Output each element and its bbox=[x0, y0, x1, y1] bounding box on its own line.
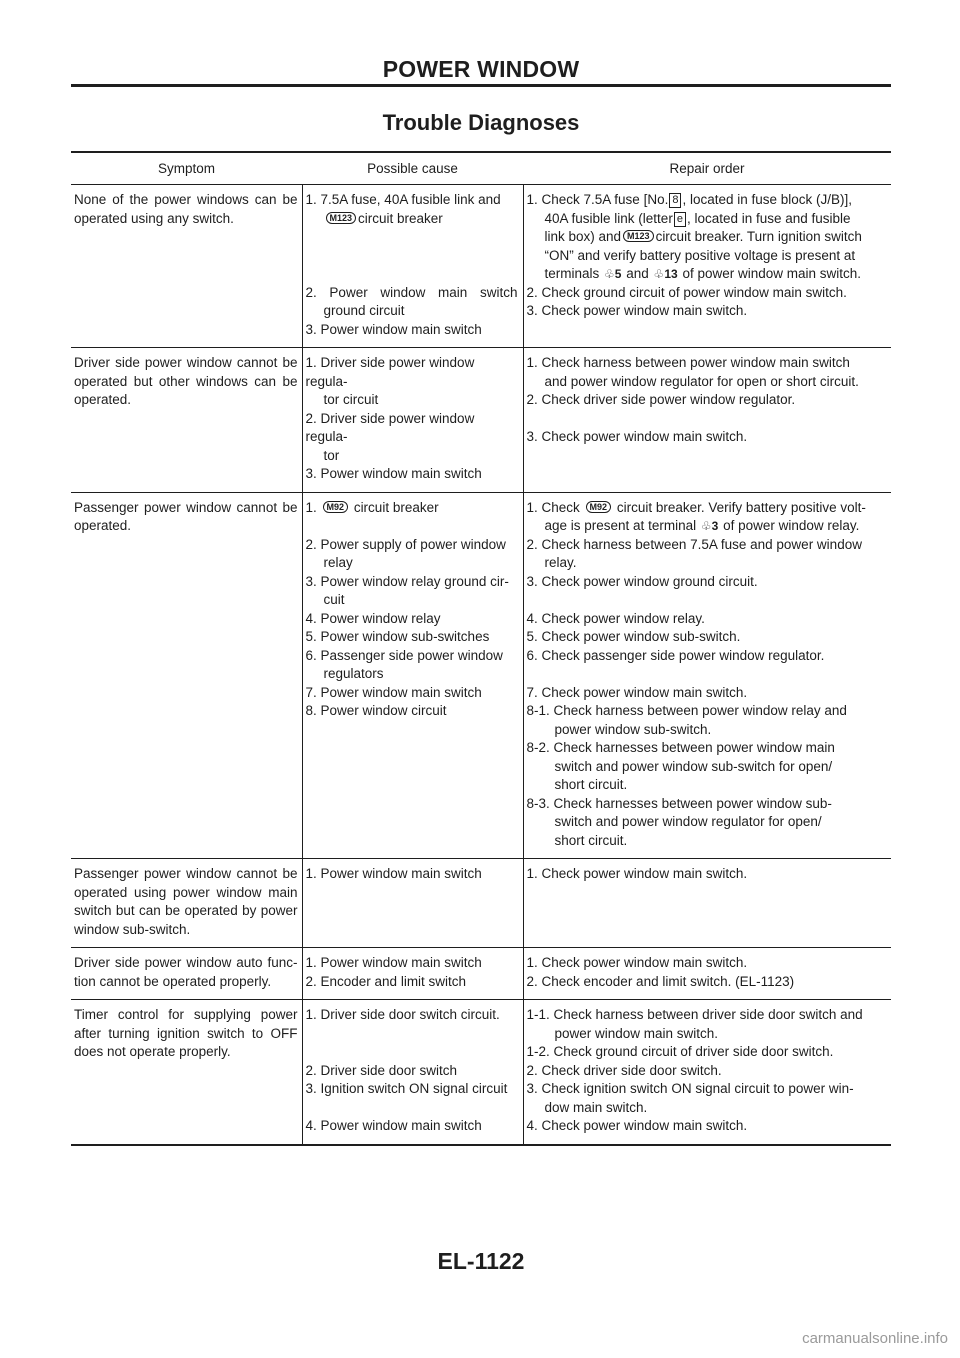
cause-line: tor bbox=[323, 447, 340, 463]
repair-line: switch and power window regulator for open/ bbox=[554, 814, 822, 829]
repair-line: 8-3. Check harnesses between power window sub- bbox=[526, 795, 832, 811]
repair-line: 8-2. Check harnesses between power window main bbox=[526, 740, 835, 755]
repair-line: 1-2. Check ground circuit of driver side door switch. bbox=[526, 1044, 834, 1059]
repair-line: 2. Check harness between 7.5A fuse and power window bbox=[526, 536, 862, 552]
header-rule bbox=[71, 84, 891, 87]
repair-line: dow main switch. bbox=[544, 1099, 648, 1115]
cause-line: M123 circuit breaker bbox=[306, 210, 520, 229]
cause-cell bbox=[302, 859, 523, 948]
repair-line: short circuit. bbox=[554, 777, 628, 792]
repair-line: 2. Check driver side power window regulator. bbox=[526, 392, 796, 407]
repair-line: and power window regulator for open or short circuit. bbox=[544, 373, 859, 389]
column-header-repair-order: Repair order bbox=[669, 161, 745, 176]
repair-line: 1-1. Check harness between driver side door switch and bbox=[526, 1007, 863, 1022]
cause-cell bbox=[302, 948, 523, 1000]
table-row bbox=[71, 348, 891, 493]
page-number: EL-1122 bbox=[437, 1248, 525, 1274]
repair-line: 5. Check power window sub-switch. bbox=[526, 629, 741, 644]
terminal-5-icon: ♧5 bbox=[604, 267, 622, 281]
page-header-title: POWER WINDOW bbox=[382, 56, 580, 82]
cause-line: 3. Power window main switch bbox=[305, 466, 482, 481]
cause-line: 1. Driver side power window regula- bbox=[305, 355, 479, 389]
column-header-symptom: Symptom bbox=[157, 161, 215, 176]
cause-line: 2. Encoder and limit switch bbox=[305, 973, 467, 989]
cause-line: 1. Power window main switch bbox=[305, 866, 482, 881]
cause-line: 4. Power window main switch bbox=[305, 1118, 482, 1133]
repair-line: link box) and M123 circuit breaker. Turn ignition switch bbox=[544, 229, 862, 244]
repair-line: power window main switch. bbox=[554, 1025, 719, 1041]
cause-line: tor circuit bbox=[323, 392, 379, 407]
cause-cell bbox=[302, 348, 523, 493]
repair-line: 4. Check power window main switch. bbox=[526, 1118, 748, 1133]
connector-m92-icon: M92 bbox=[323, 501, 349, 513]
repair-cell bbox=[523, 348, 891, 493]
repair-line: 3. Check ignition switch ON signal circuit to power win- bbox=[526, 1081, 854, 1096]
cause-line: 3. Power window relay ground cir- bbox=[305, 573, 509, 589]
trouble-diagnoses-table bbox=[71, 151, 891, 1146]
table-row bbox=[71, 948, 891, 1000]
cause-line: 3. Ignition switch ON signal circuit bbox=[305, 1081, 508, 1096]
repair-line: 1. Check M92 circuit breaker. Verify battery positive volt- bbox=[526, 499, 866, 515]
cause-line: 4. Power window relay bbox=[305, 610, 441, 626]
repair-cell bbox=[523, 1000, 891, 1145]
cause-line: 3. Power window main switch bbox=[305, 321, 482, 337]
cause-line: 2. Power supply of power window bbox=[305, 536, 506, 552]
repair-line: 4. Check power window relay. bbox=[526, 610, 705, 626]
connector-m123-icon: M123 bbox=[326, 212, 357, 224]
repair-line: short circuit. bbox=[554, 832, 628, 848]
repair-line: relay. bbox=[544, 555, 577, 570]
repair-cell bbox=[523, 185, 891, 348]
cause-cell bbox=[302, 185, 523, 348]
repair-line: 8-1. Check harness between power window relay and bbox=[526, 703, 847, 718]
repair-cell bbox=[523, 859, 891, 948]
cause-line: ground circuit bbox=[323, 303, 405, 318]
repair-line: 2. Check driver side door switch. bbox=[526, 1062, 722, 1078]
symptom-cell: Timer control for supplying power after turning ignition switch to OFF does not operate properly. bbox=[74, 1007, 298, 1059]
table-row bbox=[71, 859, 891, 948]
repair-line: 2. Check encoder and limit switch. (EL-1123) bbox=[526, 973, 795, 989]
cause-line: 2. Driver side door switch bbox=[305, 1062, 458, 1078]
cause-line: 5. Power window sub-switches bbox=[305, 629, 490, 644]
column-header-possible-cause: Possible cause bbox=[367, 161, 458, 176]
watermark: carmanualsonline.info bbox=[802, 1330, 948, 1347]
repair-line: 40A fusible link (letter e , located in fuse and fusible bbox=[544, 210, 851, 226]
cause-line: 1. M92 circuit breaker bbox=[305, 499, 439, 515]
symptom-cell: Driver side power window cannot be operated but other windows can be operated. bbox=[74, 355, 298, 407]
cause-cell bbox=[302, 1000, 523, 1145]
symptom-cell: Driver side power window auto func- tion cannot be operated properly. bbox=[74, 955, 298, 989]
repair-line: age is present at terminal ♧3 of power window relay. bbox=[544, 518, 860, 533]
cause-line: cuit bbox=[323, 592, 345, 607]
terminal-13-icon: ♧13 bbox=[653, 267, 678, 281]
repair-line: power window sub-switch. bbox=[554, 721, 712, 737]
repair-line: 3. Check power window main switch. bbox=[526, 429, 748, 444]
repair-line: switch and power window sub-switch for open/ bbox=[554, 758, 833, 774]
symptom-cell: Passenger power window cannot be operated. bbox=[74, 499, 298, 533]
fusible-link-letter-icon: e bbox=[674, 212, 686, 227]
table-header-row bbox=[71, 152, 891, 185]
repair-line: 2. Check ground circuit of power window main switch. bbox=[526, 284, 847, 300]
cause-line: regulators bbox=[323, 666, 384, 681]
cause-line: 8. Power window circuit bbox=[305, 703, 447, 718]
cause-line: 7. Power window main switch bbox=[305, 684, 482, 700]
repair-cell bbox=[523, 492, 891, 859]
connector-m123-icon: M123 bbox=[623, 230, 654, 242]
repair-line: terminals ♧5 and ♧13 of power window main switch. bbox=[544, 266, 862, 281]
repair-line: 7. Check power window main switch. bbox=[526, 684, 748, 700]
connector-m92-icon: M92 bbox=[586, 501, 612, 513]
cause-line: 1. Power window main switch bbox=[305, 955, 482, 970]
repair-line: 6. Check passenger side power window regulator. bbox=[526, 647, 825, 663]
repair-cell bbox=[523, 948, 891, 1000]
cause-line: 2. Driver side power window regula- bbox=[305, 410, 479, 444]
symptom-cell: None of the power windows can be operated using any switch. bbox=[74, 192, 298, 226]
table-row bbox=[71, 1000, 891, 1145]
cause-line: 2. Power window main switch bbox=[305, 284, 518, 300]
terminal-3-icon: ♧3 bbox=[700, 519, 719, 533]
repair-line: 3. Check power window main switch. bbox=[526, 303, 748, 318]
repair-line: 1. Check harness between power window main switch bbox=[526, 355, 850, 370]
repair-line: 1. Check power window main switch. bbox=[526, 866, 748, 881]
repair-line: 1. Check power window main switch. bbox=[526, 955, 748, 970]
cause-line: 6. Passenger side power window bbox=[305, 647, 503, 663]
cause-line: relay bbox=[323, 555, 353, 570]
cause-line: 1. 7.5A fuse, 40A fusible link and bbox=[305, 192, 501, 207]
fuse-number-icon: 8 bbox=[669, 193, 681, 208]
repair-line: “ON” and verify battery positive voltage is present at bbox=[544, 247, 856, 263]
repair-line: 1. Check 7.5A fuse [No. 8 , located in fuse block (J/B)], bbox=[526, 192, 853, 207]
section-title: Trouble Diagnoses bbox=[382, 110, 580, 135]
symptom-cell: Passenger power window cannot be operated using power window main switch but can be operated by power window sub-switch. bbox=[74, 866, 298, 937]
cause-line: 1. Driver side door switch circuit. bbox=[305, 1007, 500, 1022]
repair-line: 3. Check power window ground circuit. bbox=[526, 573, 758, 589]
cause-cell bbox=[302, 492, 523, 859]
table-row bbox=[71, 492, 891, 859]
table-row bbox=[71, 185, 891, 348]
